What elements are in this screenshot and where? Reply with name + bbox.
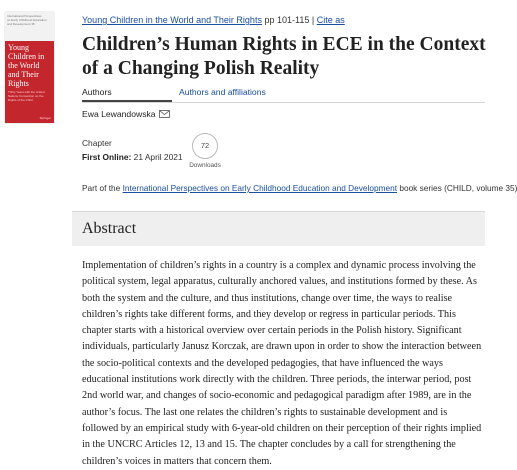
- cover-band-line: and Development 35: [7, 22, 35, 26]
- cover-band-line: on Early Childhood Education: [7, 18, 47, 22]
- cover-band-line: International Perspectives: [7, 14, 42, 18]
- first-online: [82, 152, 183, 162]
- separator: |: [311, 15, 315, 25]
- author-entry: [82, 109, 170, 119]
- cover-series-band: [5, 12, 54, 41]
- series-prefix: Part of the: [82, 183, 121, 193]
- chapter-title: Children’s Human Rights in ECE in the Context of a Changing Polish Reality: [82, 34, 486, 79]
- first-online-label: First Online:: [82, 152, 132, 162]
- abstract-text: Implementation of children’s rights in a country is a complex and dynamic process involving the political system, legal apparatus, culturally anchored values, and institutions formed by these. As both the system and the culture, and thus institutions, change over time, the ways to realise children’s rights take different forms, and they develop or regress in particular periods. This chapter starts with a historical overview over certain periods in the Polish history. Significant individuals, particularly Janusz Korczak, are drawn upon in order to show the interaction between the socio-political contexts and the developed pedagogies, that have influenced the ways educational institutions work directly with the children. Three periods, the interwar period, post 2nd world war, and changes of socio-economic and pedagogical paradigm after 1989, are in the author’s focus. The last one relates the children’s rights to sustainable development and is followed by an empirical study with 6-year-old children on their perception of their rights implied in the UNCRC Articles 12, 13 and 15. The chapter concludes by a call for strengthening the children’s voices in matters that concern them.: [82, 260, 482, 467]
- first-online-date: 21 April 2021: [133, 152, 183, 162]
- content-type: Chapter: [82, 138, 112, 148]
- cover-subtitle: Thirty Years with the United Nations Convention on the Rights of the Child: [8, 90, 45, 102]
- series-info: [82, 183, 517, 193]
- downloads-metric: [183, 133, 227, 169]
- downloads-label: Downloads: [189, 162, 221, 169]
- series-link[interactable]: International Perspectives on Early Childhood Education and Development: [122, 183, 398, 193]
- author-tabs: [82, 86, 485, 103]
- tab-authors-and-affiliations[interactable]: Authors and affiliations: [179, 87, 266, 97]
- book-context-line: [82, 15, 345, 25]
- book-cover-image[interactable]: [5, 12, 54, 123]
- tab-authors[interactable]: Authors: [82, 87, 112, 97]
- abstract-section-header[interactable]: [72, 211, 485, 246]
- abstract-heading: Abstract: [82, 220, 137, 237]
- cover-title: Young Children in the World and Their Rights: [8, 43, 45, 88]
- book-title-link[interactable]: Young Children in the World and Their Rights: [82, 15, 262, 25]
- author-name[interactable]: Ewa Lewandowska: [82, 109, 156, 119]
- mail-icon[interactable]: [159, 110, 170, 118]
- series-suffix: book series (CHILD, volume 35): [399, 183, 517, 193]
- cite-as-link[interactable]: Cite as: [316, 15, 345, 25]
- cover-publisher: Springer: [39, 116, 51, 120]
- downloads-count: 72: [192, 133, 218, 159]
- active-tab-indicator: [82, 100, 172, 102]
- page-range: pp 101-115: [264, 15, 310, 25]
